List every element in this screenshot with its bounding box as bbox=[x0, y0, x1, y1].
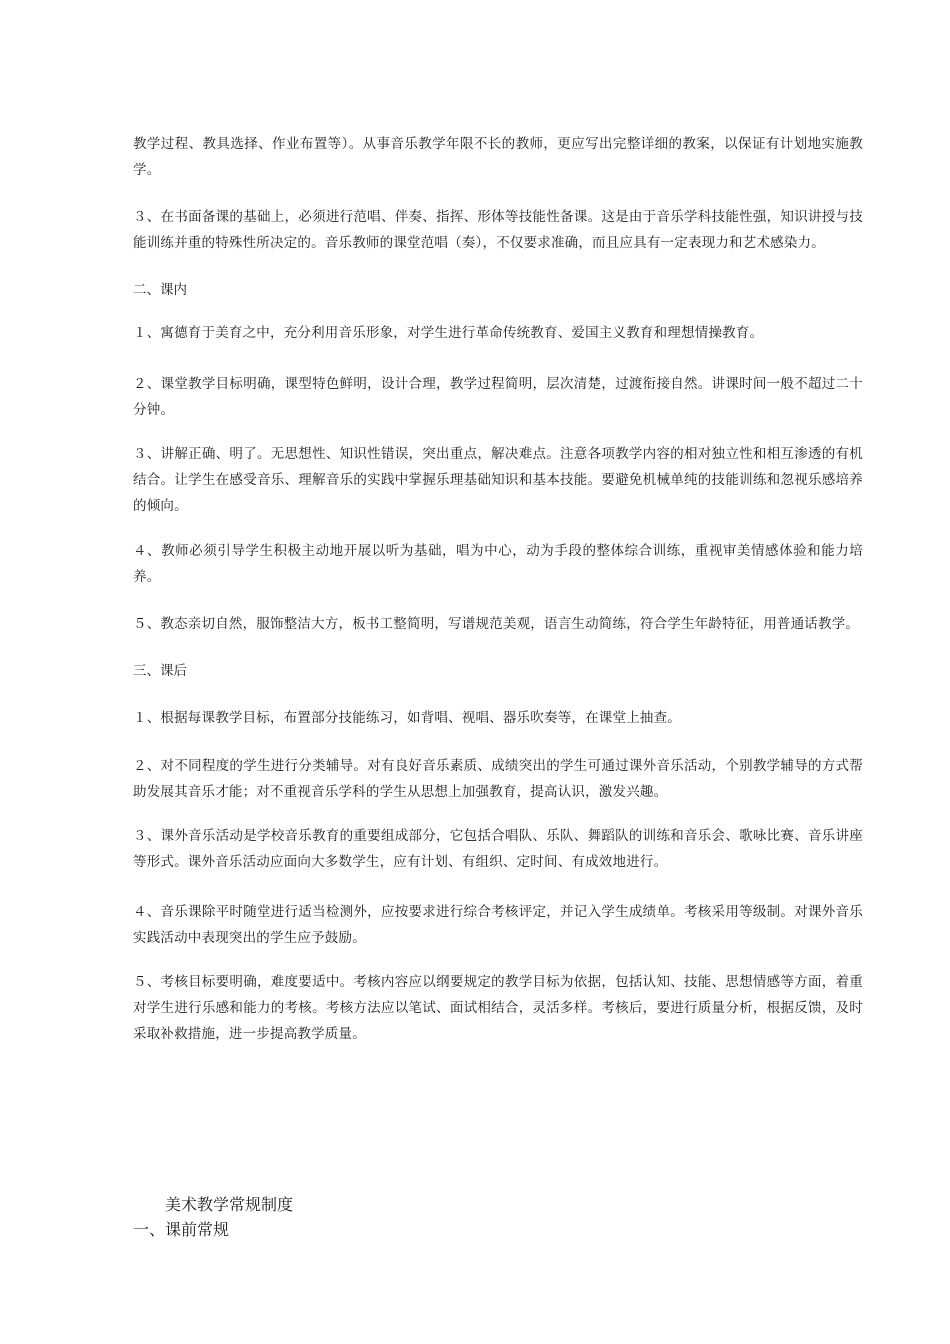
paragraph-after-class-5: ５、考核目标要明确，难度要适中。考核内容应以纲要规定的教学目标为依据，包括认知、技能、思想情感等方面，着重对学生进行乐感和能力的考核。考核方法应以笔试、面试相结合，灵活多样。考核后，要进行质量分析，根据反馈，及时采取补救措施，进一步提高教学质量。 bbox=[133, 974, 863, 1042]
paragraph-lesson-plan-continuation: 教学过程、教具选择、作业布置等）。从事音乐教学年限不长的教师，更应写出完整详细的教案，以保证有计划地实施教学。 bbox=[133, 136, 863, 178]
paragraph-after-class-2: ２、对不同程度的学生进行分类辅导。对有良好音乐素质、成绩突出的学生可通过课外音乐活动，个别教学辅导的方式帮助发展其音乐才能；对不重视音乐学科的学生从思想上加强教育，提高认识，激发兴趣。 bbox=[133, 758, 863, 800]
paragraph-after-class-4: ４、音乐课除平时随堂进行适当检测外，应按要求进行综合考核评定，并记入学生成绩单。考核采用等级制。对课外音乐实践活动中表现突出的学生应予鼓励。 bbox=[133, 904, 863, 946]
paragraph-in-class-2: ２、课堂教学目标明确，课型特色鲜明，设计合理，教学过程简明，层次清楚，过渡衔接自然。讲课时间一般不超过二十分钟。 bbox=[133, 376, 863, 418]
paragraph-in-class-5: ５、教态亲切自然，服饰整洁大方，板书工整简明，写谱规范美观，语言生动简练，符合学生年龄特征，用普通话教学。 bbox=[133, 616, 860, 632]
paragraph-in-class-3: ３、讲解正确、明了。无思想性、知识性错误，突出重点，解决难点。注意各项教学内容的相对独立性和相互渗透的有机结合。让学生在感受音乐、理解音乐的实践中掌握乐理基础知识和基本技能。要避免机械单纯的技能训练和忽视乐感培养的倾向。 bbox=[133, 446, 863, 514]
next-section-heading: 一、课前常规 bbox=[133, 1220, 230, 1239]
paragraph-in-class-4: ４、教师必须引导学生积极主动地开展以听为基础，唱为中心，动为手段的整体综合训练，重视审美情感体验和能力培养。 bbox=[133, 543, 863, 585]
paragraph-after-class-1: １、根据每课教学目标，布置部分技能练习，如背唱、视唱、器乐吹奏等，在课堂上抽查。 bbox=[133, 710, 681, 726]
paragraph-skill-prep: ３、在书面备课的基础上，必须进行范唱、伴奏、指挥、形体等技能性备课。这是由于音乐学科技能性强，知识讲授与技能训练并重的特殊性所决定的。音乐教师的课堂范唱（奏），不仅要求准确，而且应具有一定表现力和艺术感染力。 bbox=[133, 209, 863, 251]
section-heading-after-class: 三、课后 bbox=[133, 663, 187, 679]
paragraph-after-class-3: ３、课外音乐活动是学校音乐教育的重要组成部分，它包括合唱队、乐队、舞蹈队的训练和音乐会、歌咏比赛、音乐讲座等形式。课外音乐活动应面向大多数学生，应有计划、有组织、定时间、有成效地进行。 bbox=[133, 828, 863, 870]
next-document-title: 美术教学常规制度 bbox=[165, 1195, 294, 1214]
paragraph-in-class-1: １、寓德育于美育之中，充分利用音乐形象，对学生进行革命传统教育、爱国主义教育和理想情操教育。 bbox=[133, 325, 764, 341]
section-heading-in-class: 二、课内 bbox=[133, 282, 187, 298]
